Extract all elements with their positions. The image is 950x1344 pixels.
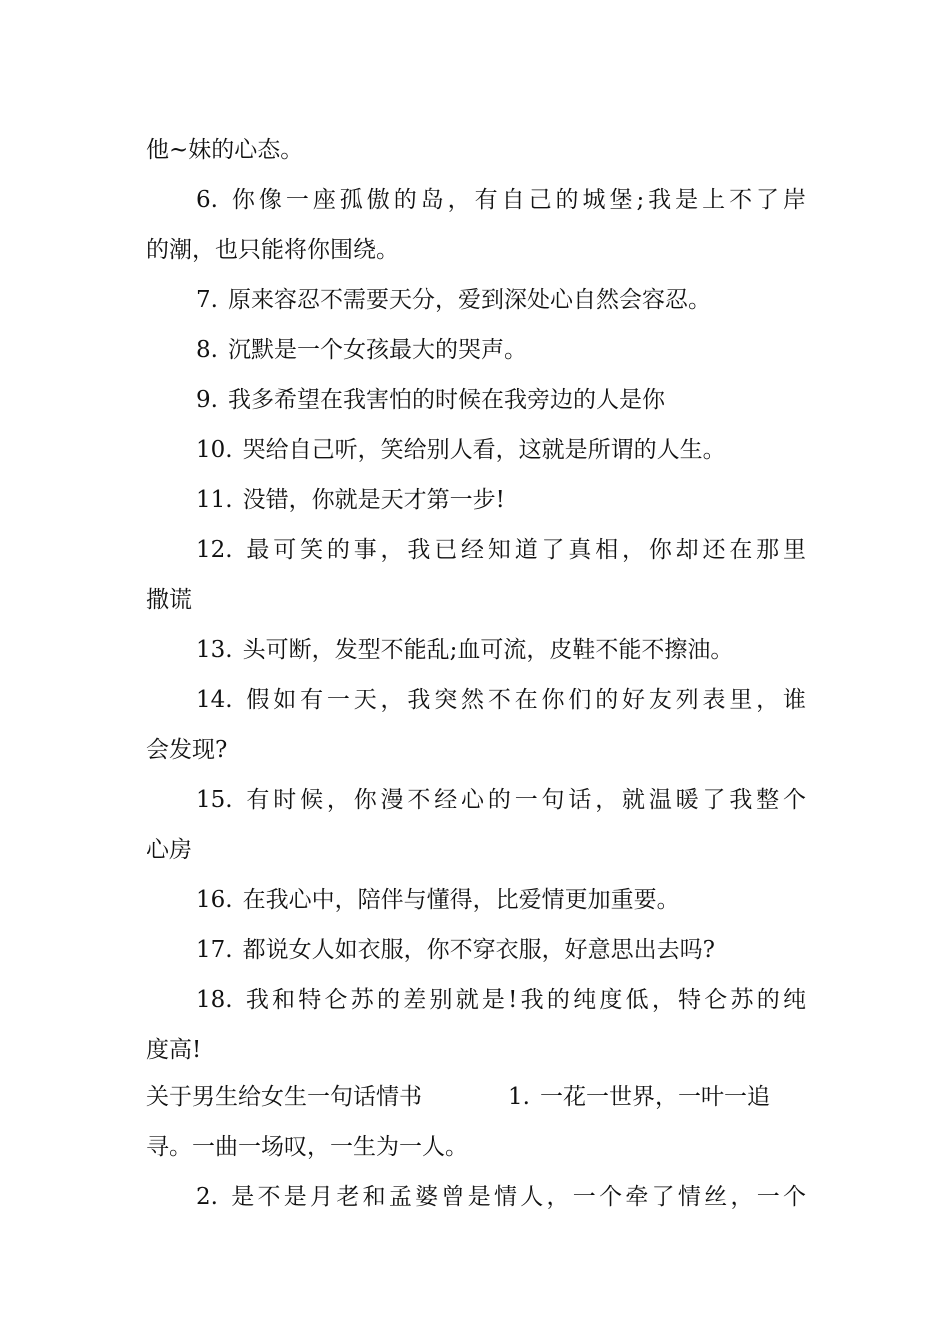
item-number: 14. [196,687,233,713]
item-text: 你像一座孤傲的岛，有自己的城堡;我是上不了岸 [227,187,806,213]
item-text-cont: 的潮，也只能将你围绕。 [146,237,399,263]
list-item-6-cont [146,235,806,265]
list-item-15-cont [146,835,806,865]
list-item-14-cont [146,735,806,765]
list-item-12-cont [146,585,806,615]
item-text-cont: 会发现? [146,737,228,763]
list-item-10 [196,435,806,465]
item-text-cont: 心房 [146,837,192,863]
item-text: 没错，你就是天才第一步! [242,487,505,513]
list-item-6 [196,185,806,215]
item-text-cont: 撒谎 [146,587,192,613]
item-number: 2. [196,1184,218,1210]
list-item-13 [196,635,806,665]
continuation-text: 他~妹的心态。 [146,137,304,163]
item-number: 11. [196,487,233,513]
item-number: 16. [196,887,233,913]
item-text: 有时候，你漫不经心的一句话，就温暖了我整个 [242,787,806,813]
item-text: 沉默是一个女孩最大的哭声。 [227,337,527,363]
item-number: 12. [196,537,233,563]
list-item-7 [196,285,806,315]
continuation-line [146,135,806,165]
item-text: 是不是月老和孟婆曾是情人，一个牵了情丝，一个 [227,1184,806,1210]
item-number: 7. [196,287,218,313]
item-number: 18. [196,987,233,1013]
item-text: 头可断，发型不能乱;血可流，皮鞋不能不擦油。 [242,637,734,663]
list-item-17 [196,935,806,965]
list-item-16 [196,885,806,915]
list-item-14 [196,685,806,715]
item-number: 15. [196,787,233,813]
item-text: 我和特仑苏的差别就是!我的纯度低，特仑苏的纯 [242,987,806,1013]
list-item-18 [196,985,806,1015]
item-text-cont: 寻。一曲一场叹，一生为一人。 [146,1134,468,1160]
item-text: 最可笑的事，我已经知道了真相，你却还在那里 [242,537,806,563]
list-item-11 [196,485,806,515]
item-number: 10. [196,437,233,463]
item-number: 1. [508,1084,530,1110]
list-item-8 [196,335,806,365]
item-text: 一花一世界，一叶一追 [539,1084,770,1110]
section-item-2 [196,1182,806,1212]
item-text: 哭给自己听，笑给别人看，这就是所谓的人生。 [242,437,726,463]
item-number: 8. [196,337,218,363]
item-text: 假如有一天，我突然不在你们的好友列表里，谁 [242,687,806,713]
list-item-12 [196,535,806,565]
list-item-15 [196,785,806,815]
list-item-9 [196,385,806,415]
section-item-1-cont [146,1132,806,1162]
item-text-cont: 度高! [146,1037,202,1063]
item-number: 17. [196,937,233,963]
item-text: 都说女人如衣服，你不穿衣服，好意思出去吗? [242,937,715,963]
item-number: 6. [196,187,218,213]
list-item-18-cont [146,1035,806,1065]
item-text: 我多希望在我害怕的时候在我旁边的人是你 [227,387,665,413]
section-heading: 关于男生给女生一句话情书 [146,1084,422,1110]
item-text: 在我心中，陪伴与懂得，比爱情更加重要。 [242,887,680,913]
item-number: 9. [196,387,218,413]
item-text: 原来容忍不需要天分，爱到深处心自然会容忍。 [227,287,711,313]
section-heading-line [146,1082,806,1112]
item-number: 13. [196,637,233,663]
